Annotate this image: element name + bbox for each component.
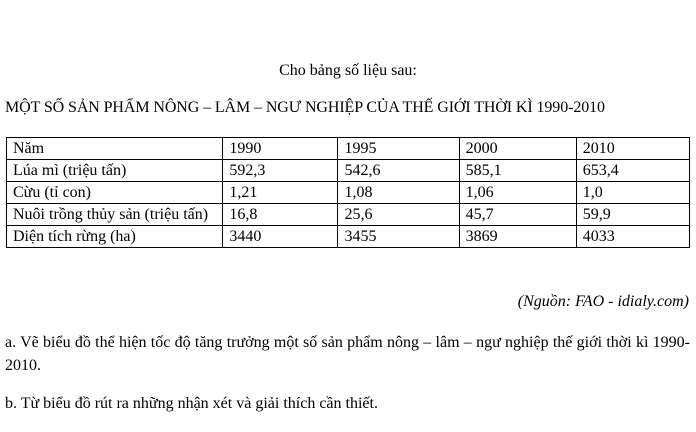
table-cell: 592,3 bbox=[223, 160, 338, 182]
table-cell: 4033 bbox=[576, 226, 689, 248]
question-b: b. Từ biểu đồ rút ra những nhận xét và giải thích cần thiết. bbox=[5, 395, 378, 412]
table-cell: 1,06 bbox=[459, 182, 576, 204]
table-row bbox=[7, 226, 690, 248]
row-label: Lúa mì (triệu tấn) bbox=[7, 160, 223, 182]
table-cell: 59,9 bbox=[576, 204, 689, 226]
table-cell: 653,4 bbox=[576, 160, 689, 182]
table-cell: 45,7 bbox=[459, 204, 576, 226]
intro-text: Cho bảng số liệu sau: bbox=[279, 62, 417, 79]
table-cell: 3455 bbox=[338, 226, 459, 248]
table-cell: 1,0 bbox=[576, 182, 689, 204]
table-row bbox=[7, 160, 690, 182]
table-title: MỘT SỐ SẢN PHẨM NÔNG – LÂM – NGƯ NGHIỆP CỦA THẾ GIỚI THỜI KÌ 1990-2010 bbox=[5, 99, 605, 116]
table-cell: 1,08 bbox=[338, 182, 459, 204]
table-cell: 3440 bbox=[223, 226, 338, 248]
header-cell: 2010 bbox=[576, 138, 689, 160]
table-cell: 3869 bbox=[459, 226, 576, 248]
header-cell: 1995 bbox=[338, 138, 459, 160]
row-label: Nuôi trồng thủy sản (triệu tấn) bbox=[7, 204, 223, 226]
table-header-row bbox=[7, 138, 690, 160]
header-cell: 2000 bbox=[459, 138, 576, 160]
table-cell: 25,6 bbox=[338, 204, 459, 226]
table-row bbox=[7, 182, 690, 204]
table-cell: 1,21 bbox=[223, 182, 338, 204]
row-label: Diện tích rừng (ha) bbox=[7, 226, 223, 248]
source-note: (Nguồn: FAO - idialy.com) bbox=[517, 293, 689, 310]
table-cell: 585,1 bbox=[459, 160, 576, 182]
header-cell: Năm bbox=[7, 138, 223, 160]
table-cell: 542,6 bbox=[338, 160, 459, 182]
row-label: Cừu (tỉ con) bbox=[7, 182, 223, 204]
question-a: a. Vẽ biểu đồ thể hiện tốc độ tăng trưởng một số sản phẩm nông – lâm – ngư nghiệp thế giới thời kì 1990-2010. bbox=[5, 334, 690, 374]
table-row bbox=[7, 204, 690, 226]
table-cell: 16,8 bbox=[223, 204, 338, 226]
header-cell: 1990 bbox=[223, 138, 338, 160]
data-table bbox=[6, 137, 690, 248]
